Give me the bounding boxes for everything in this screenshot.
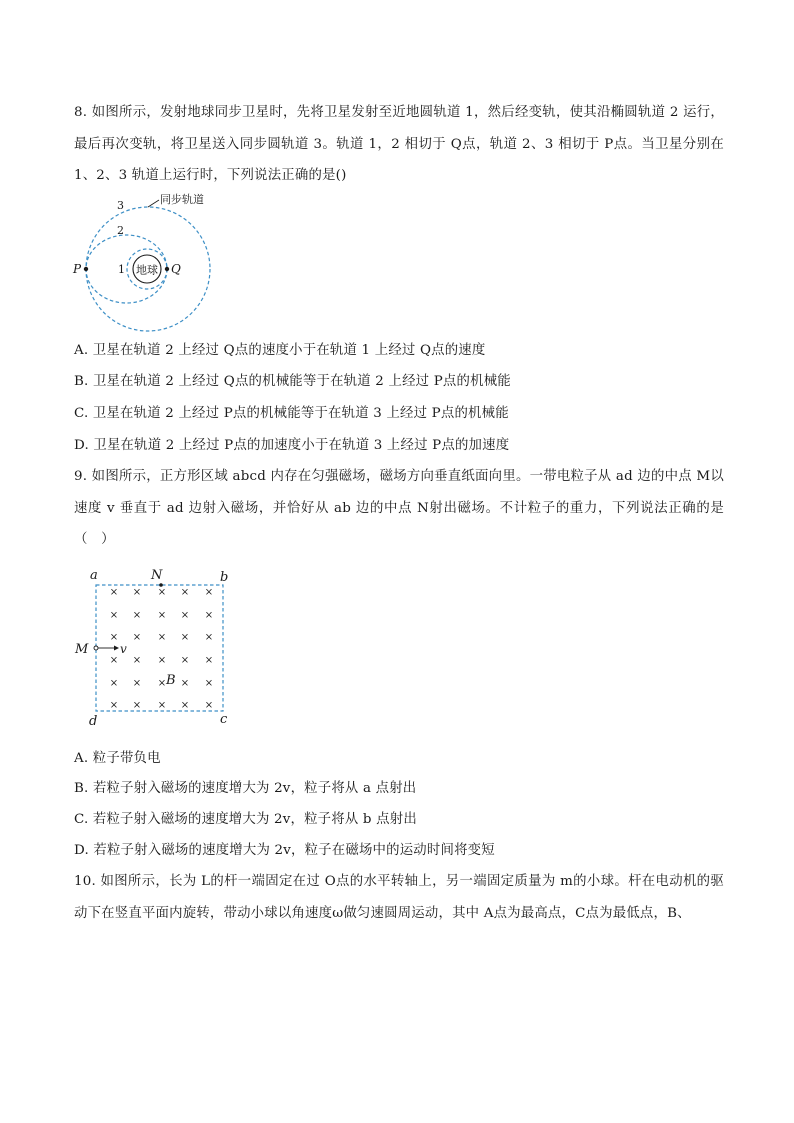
- sync-orbit-label: 同步轨道: [160, 193, 204, 206]
- field-cross: ×: [204, 678, 214, 689]
- field-cross: ×: [109, 678, 119, 689]
- field-cross: ×: [109, 700, 119, 711]
- q9-option-c: C. 若粒子射入磁场的速度增大为 2v，粒子将从 b 点射出: [74, 812, 417, 827]
- q9-option-d: D. 若粒子射入磁场的速度增大为 2v，粒子在磁场中的运动时间将变短: [74, 843, 495, 858]
- field-cross: ×: [132, 700, 142, 711]
- field-cross: ×: [157, 655, 167, 666]
- velocity-arrow-head: [114, 646, 119, 651]
- corner-d-label: d: [89, 714, 98, 729]
- field-cross: ×: [180, 587, 190, 598]
- orbit-2-label: 2: [117, 224, 124, 237]
- q8-option-a: A. 卫星在轨道 2 上经过 Q点的速度小于在轨道 1 上经过 Q点的速度: [74, 343, 486, 358]
- field-cross: ×: [180, 700, 190, 711]
- corner-c-label: c: [220, 712, 228, 727]
- field-cross: ×: [180, 655, 190, 666]
- field-cross: ×: [204, 700, 214, 711]
- field-cross: ×: [157, 610, 167, 621]
- point-P-label: P: [73, 262, 82, 276]
- field-cross: ×: [157, 632, 167, 643]
- field-cross: ×: [204, 655, 214, 666]
- sync-orbit-leader-line: [148, 200, 159, 207]
- point-M-label: M: [75, 642, 89, 657]
- point-Q-dot: [165, 267, 169, 271]
- field-cross: ×: [132, 655, 142, 666]
- q9-option-a: A. 粒子带负电: [74, 751, 161, 766]
- field-cross: ×: [109, 655, 119, 666]
- field-cross: ×: [180, 610, 190, 621]
- corner-b-label: b: [220, 570, 229, 585]
- q8-stem: 8. 如图所示，发射地球同步卫星时，先将卫星发射至近地圆轨道 1，然后经变轨，使其沿椭圆轨道 2 运行，最后再次变轨，将卫星送入同步圆轨道 3。轨道 1，2 相切于 Q点，轨道 2、3 相切于 P点。当卫星分别在 1、2、3 轨道上运行时，下列说法正确的是(): [74, 105, 724, 183]
- field-cross: ×: [132, 678, 142, 689]
- velocity-label: v: [120, 642, 127, 656]
- field-cross: ×: [132, 587, 142, 598]
- earth-label: 地球: [136, 263, 158, 277]
- field-cross: ×: [109, 610, 119, 621]
- field-cross: ×: [157, 700, 167, 711]
- field-cross: ×: [204, 632, 214, 643]
- q8-option-d: D. 卫星在轨道 2 上经过 P点的加速度小于在轨道 3 上经过 P点的加速度: [74, 438, 510, 453]
- point-N-label: N: [151, 568, 163, 583]
- q10-stem: 10. 如图所示，长为 L的杆一端固定在过 O点的水平转轴上，另一端固定质量为 m的小球。杆在电动机的驱动下在竖直平面内旋转，带动小球以角速度ω做匀速圆周运动，其中 A点为最高点，C点为最低点，B、: [74, 874, 724, 921]
- field-cross: ×: [204, 610, 214, 621]
- field-cross: ×: [180, 678, 190, 689]
- field-cross: ×: [180, 632, 190, 643]
- field-cross: ×: [132, 610, 142, 621]
- q8-option-b: B. 卫星在轨道 2 上经过 Q点的机械能等于在轨道 2 上经过 P点的机械能: [74, 374, 511, 389]
- q9-magnetic-field-diagram: [70, 563, 245, 733]
- orbit-3-label: 3: [117, 199, 124, 212]
- field-B-label: B: [166, 673, 176, 688]
- field-cross: ×: [132, 632, 142, 643]
- orbit-1-label: 1: [118, 263, 125, 276]
- corner-a-label: a: [90, 568, 98, 583]
- point-M-dot: [94, 646, 98, 650]
- q8-option-c: C. 卫星在轨道 2 上经过 P点的机械能等于在轨道 3 上经过 P点的机械能: [74, 406, 509, 421]
- q9-option-b: B. 若粒子射入磁场的速度增大为 2v，粒子将从 a 点射出: [74, 781, 417, 796]
- q9-stem: 9. 如图所示，正方形区域 abcd 内存在匀强磁场，磁场方向垂直纸面向里。一带电粒子从 ad 边的中点 M以速度 v 垂直于 ad 边射入磁场，并恰好从 ab 边的中点 N射出磁场。不计粒子的重力，下列说法正确的是（ ）: [74, 469, 724, 547]
- field-cross: ×: [157, 587, 167, 598]
- q8-orbit-diagram: [66, 190, 226, 340]
- point-P-dot: [84, 267, 88, 271]
- field-cross: ×: [109, 632, 119, 643]
- point-Q-label: Q: [171, 262, 181, 276]
- field-cross: ×: [109, 587, 119, 598]
- field-cross: ×: [204, 587, 214, 598]
- field-cross: ×: [157, 678, 167, 689]
